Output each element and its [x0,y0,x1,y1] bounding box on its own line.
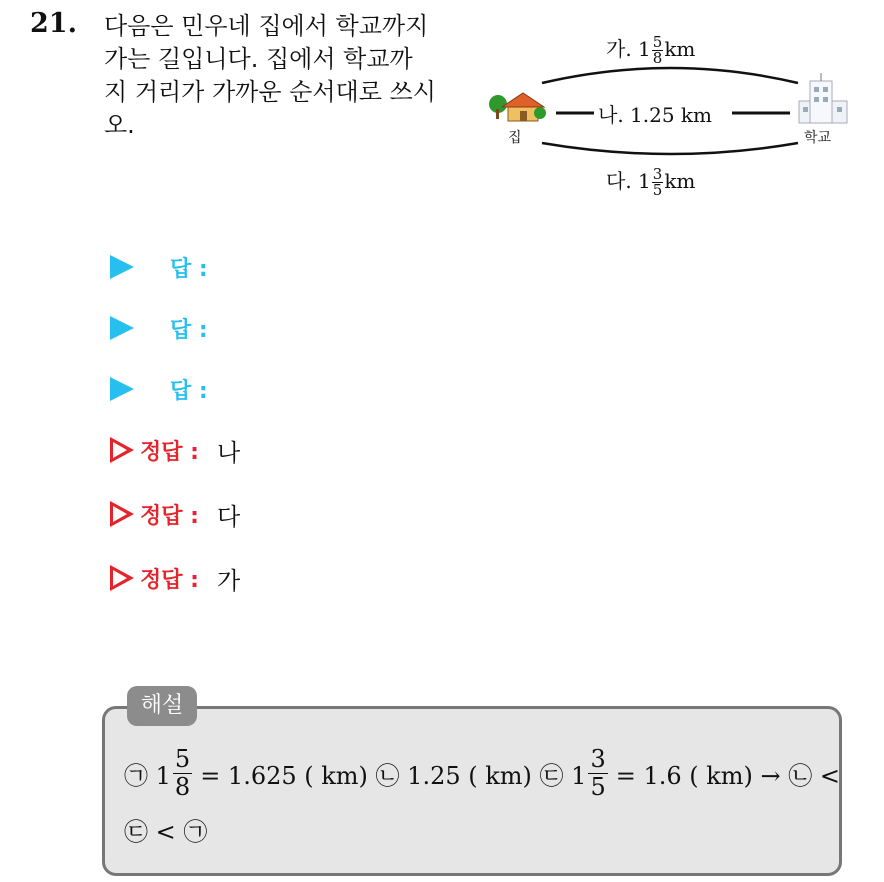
correct-label: 정답 : [140,503,199,529]
fraction-denominator: 5 [652,181,663,199]
answer-row[interactable] [110,250,208,284]
fraction [588,746,607,801]
fraction-numerator: 3 [652,165,663,183]
route-ga-prefix: 가. 1 [606,37,651,61]
fraction [173,746,192,801]
correct-value: 다 [216,502,241,531]
play-arrow-icon [110,377,134,401]
correct-value: 가 [216,566,241,595]
route-figure [486,25,856,205]
play-arrow-icon [110,316,134,340]
correct-answer-row [110,433,240,467]
correct-answer-row [110,561,240,595]
explanation-text: = 1.625 ( km) ㉡ 1.25 ( km) ㉢ 1 [200,762,587,790]
outline-arrow-icon [110,565,134,591]
correct-label: 정답 : [140,567,199,593]
answer-label: 답 : [170,378,208,404]
question-line: 지 거리가 가까운 순서대로 쓰시 [104,78,436,106]
house-icon [489,93,546,121]
answer-label: 답 : [170,317,208,343]
school-label: 학교 [804,130,832,146]
answer-row[interactable] [110,372,208,406]
explanation-text: = 1.6 ( km) → ㉡ < [615,762,841,790]
route-da-fraction [652,167,664,198]
fraction-numerator: 3 [590,745,606,773]
answer-label: 답 : [170,256,208,282]
fraction-denominator: 8 [652,49,663,67]
route-ga-label [606,33,695,66]
explanation-tab: 해설 [127,686,197,726]
fraction-denominator: 8 [174,773,191,801]
school-icon [799,73,847,123]
route-da-path [542,143,798,154]
play-arrow-icon [110,255,134,279]
question-number: 21. [30,8,77,39]
outline-arrow-icon [110,501,134,527]
route-na-label: 나. 1.25 km [598,103,713,127]
explanation-line-2: ㉢ < ㉠ [124,818,208,846]
route-da-prefix: 다. 1 [606,169,651,193]
explanation-line-1 [124,746,840,801]
correct-label: 정답 : [140,439,199,465]
fraction-numerator: 5 [652,33,663,51]
correct-value: 나 [216,438,241,467]
route-da-label [606,165,695,198]
question-line: 가는 길입니다. 집에서 학교까 [104,45,413,73]
route-ga-fraction [652,35,664,66]
route-ga-path [542,68,798,83]
question-line: 다음은 민우네 집에서 학교까지 [104,12,429,40]
question-line: 오. [104,111,135,139]
route-ga-unit: km [664,37,696,61]
answer-row[interactable] [110,311,208,345]
explanation-text: ㉠ 1 [124,762,171,790]
fraction-denominator: 5 [590,773,606,801]
correct-answer-row [110,497,240,531]
home-label: 집 [508,130,522,146]
question-text [104,10,464,142]
route-da-unit: km [664,169,696,193]
outline-arrow-icon [110,437,134,463]
fraction-numerator: 5 [174,745,191,773]
